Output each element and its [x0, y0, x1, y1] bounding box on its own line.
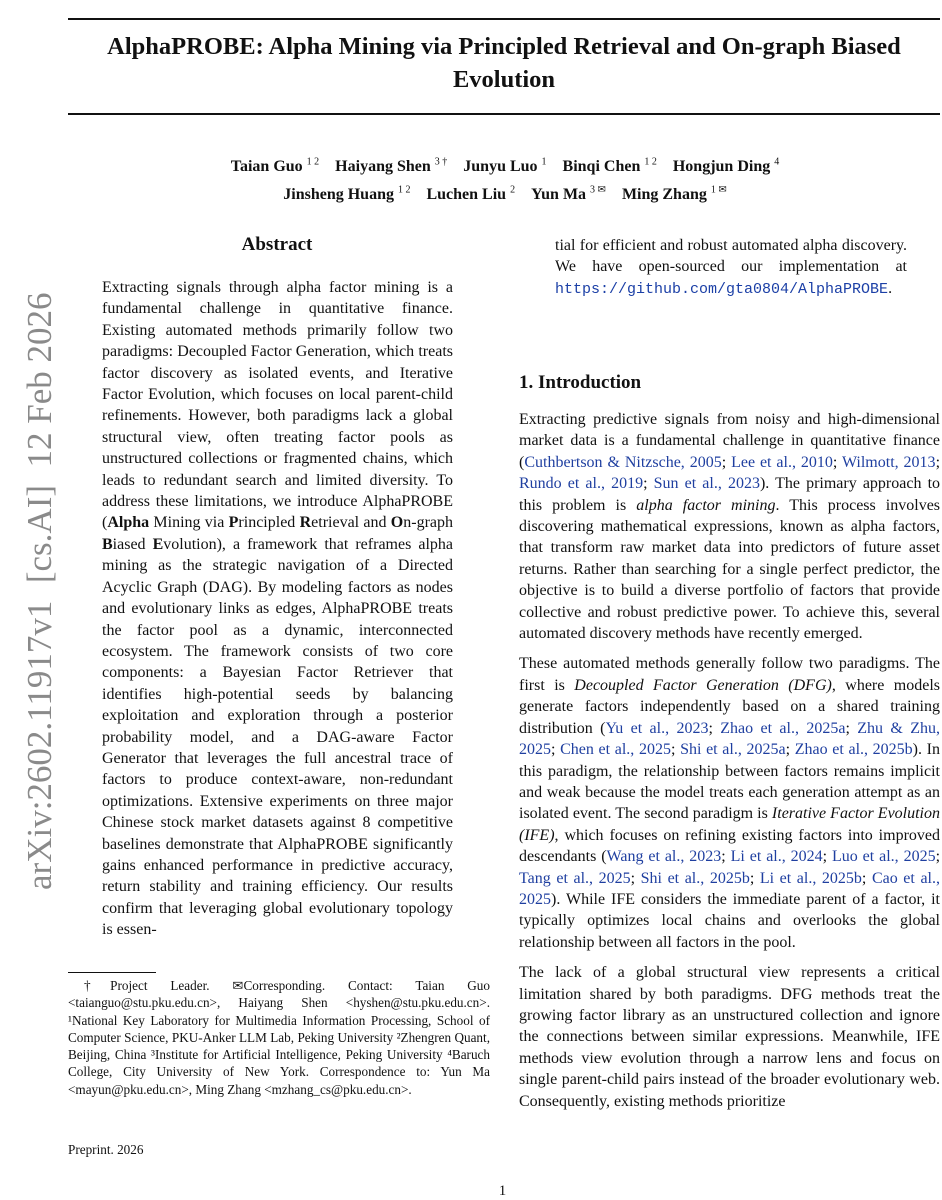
text-run: ; [721, 453, 732, 471]
author [426, 186, 515, 203]
author-affiliation-marks: 1 2 [306, 157, 320, 168]
github-link[interactable]: https://github.com/gta0804/AlphaPROBE [555, 280, 889, 298]
text-run: ; [832, 453, 842, 471]
emphasized-term: Iterative Factor Evolution (IFE) [519, 805, 941, 844]
top-rule [68, 18, 940, 20]
text-run: ; [670, 741, 681, 759]
text-run: ; [630, 869, 641, 887]
text-run: The lack of a global structural view represents a critical limitation shared by both paradigms. DFG methods treat the growing factor library as an unstructured collection and ignore the connections between similar expressions. Meanwhile, IFE methods view evolution through a narrow lens and focus on single parent-child pairs instead of the broader evolutionary web. Consequently, existing methods prioritize [519, 964, 940, 1110]
author-affiliation-marks: 1 2 [644, 157, 657, 168]
citation-link[interactable]: Lee et al., 2010 [731, 453, 833, 471]
text-run: ). The primary approach to this problem is [519, 475, 941, 514]
affiliations-footnote: †Project Leader. ✉Corresponding. Contact: Taian Guo <taianguo@stu.pku.edu.cn>, Haiyang Shen <hyshen@stu.pku.edu.cn>. ¹National Key Laboratory for Multimedia Information Processing, School of Computer Science, PKU-Anker LLM Lab, Peking University ²Zhengren Quant, Beijing, China ³Institute for Artificial Intelligence, Peking University ⁴Baruch College, City University of New York. Correspondence to: Yun Ma <mayun@pku.edu.cn>, Ming Zhang <mzhang_cs@pku.edu.cn>. [68, 978, 490, 1097]
citation-link[interactable]: Luo et al., 2025 [832, 848, 936, 866]
text-run: iased [112, 535, 153, 553]
text-run: Extracting predictive signals from noisy and high-dimensional market data is a fundamental challenge in quantitative finance ( [519, 411, 940, 471]
text-run: These automated methods generally follow two paradigms. The first is [519, 655, 940, 694]
citation-link[interactable]: Li et al., 2024 [730, 848, 823, 866]
page-number: 1 [498, 1183, 507, 1199]
citation-link[interactable]: Yu et al., 2023 [605, 719, 709, 737]
citation-link[interactable]: Shi et al., 2025a [680, 741, 786, 759]
citation-link[interactable]: Wang et al., 2023 [606, 848, 722, 866]
citation-link[interactable]: Tang et al., 2025 [519, 869, 631, 887]
text-run: n-graph [403, 514, 453, 532]
author-affiliation-marks: 1 2 [397, 184, 411, 196]
citation-link[interactable]: Zhao et al., 2025b [794, 741, 913, 759]
footnote-rule [68, 972, 156, 973]
author-name: Junyu Luo [463, 158, 538, 176]
text-run: , where models generate factors independently based on a shared training distribution ( [519, 676, 940, 737]
text-run: rincipled [238, 514, 300, 532]
author [335, 158, 447, 175]
preprint-note: Preprint. 2026 [68, 1142, 144, 1157]
author-name: Jinsheng Huang [283, 185, 394, 203]
author-name: Haiyang Shen [335, 158, 431, 176]
text-run: ; [551, 741, 561, 759]
text-run: . [888, 279, 893, 297]
author-affiliation-marks: 4 [774, 157, 780, 168]
text-run: . This process involves discovering mathematical expressions, known as alpha factors, that transform raw market data into predictors of future asset returns. Rather than searching for a single perfect predictor, the objective is to build a diverse portfolio of factors that provide collective and robust predictive power. To achieve this, several automated discovery methods have recently emerged. [519, 496, 941, 643]
text-run: ). While IFE considers the immediate parent of a factor, it typically optimizes local chains and overlooks the global relationship between all factors in the pool. [519, 890, 940, 951]
intro-paragraph [519, 409, 940, 644]
text-run: ; [749, 869, 760, 887]
text-run: ; [721, 848, 731, 866]
title-bottom-rule [68, 113, 940, 115]
text-run: etrieval and [311, 514, 391, 532]
author-name: Luchen Liu [426, 185, 507, 203]
paper-title: AlphaPROBE: Alpha Mining via Principled Retrieval and On-graph Biased Evolution [107, 33, 901, 93]
author-list [150, 151, 860, 206]
text-run: ; [708, 719, 721, 737]
citation-link[interactable]: Sun et al., 2023 [653, 475, 760, 493]
author-affiliation-marks: 1 [541, 157, 547, 168]
introduction-body [519, 409, 940, 1121]
text-run: ; [861, 869, 872, 887]
author-name: Ming Zhang [621, 185, 707, 203]
author-affiliation-marks: 2 [510, 184, 516, 196]
text-run: Mining via [149, 514, 229, 532]
abstract-text [102, 277, 453, 941]
introduction-heading: 1. Introduction [519, 372, 642, 393]
citation-link[interactable]: Cuthbertson & Nitzsche, 2005 [524, 453, 722, 471]
intro-paragraph [519, 962, 940, 1112]
citation-link[interactable]: Chen et al., 2025 [560, 741, 671, 759]
intro-paragraph [519, 653, 940, 953]
author-name: Binqi Chen [562, 158, 641, 176]
citation-link[interactable]: Zhao et al., 2025a [720, 719, 846, 737]
text-run: ; [935, 453, 941, 471]
citation-link[interactable]: Zhu & Zhu, 2025 [519, 719, 940, 759]
author [563, 158, 657, 175]
text-run: tial for efficient and robust automated alpha discovery. We have open-sourced our implementation at [555, 237, 907, 276]
author-name: Taian Guo [230, 158, 303, 176]
emphasized-term: alpha factor mining [636, 496, 776, 514]
citation-link[interactable]: Shi et al., 2025b [640, 869, 750, 887]
author-name: Yun Ma [531, 185, 587, 203]
text-run: ; [845, 719, 858, 737]
author-affiliation-marks: 3 † [434, 157, 448, 168]
citation-link[interactable]: Wilmott, 2013 [841, 453, 936, 471]
author-name: Hongjun Ding [672, 158, 771, 176]
bold-text: B [102, 535, 113, 553]
bold-text: P [228, 514, 239, 532]
text-run: ; [935, 848, 941, 866]
citation-link[interactable]: Rundo et al., 2019 [519, 475, 644, 493]
bold-text: Alpha [107, 514, 150, 532]
text-run: Extracting signals through alpha factor mining is a fundamental challenge in quantitative finance. Existing automated methods primarily follow two paradigms: Decoupled Factor Generation, which treats factor discovery as isolated events, and Iterative Factor Evolution, which focuses on local parent-child refinements. However, both paradigms lack a global structural view, often treating factor pools as unstructured collections or fragmented chains, which leads to redundant search and limited diversity. To address these limitations, we introduce AlphaPROBE ( [102, 279, 453, 532]
citation-link[interactable]: Li et al., 2025b [759, 869, 862, 887]
author-affiliation-marks: 1 ✉ [710, 184, 727, 196]
text-run: volution), a framework that reframes alpha mining as the strategic navigation of a Directed Acyclic Graph (DAG). By modeling factors as nodes and evolutionary links as edges, AlphaPROBE treats the factor pool as a dynamic, interconnected ecosystem. The framework consists of two core components: a Bayesian Factor Retriever that identifies high-potential seeds by balancing exploitation and exploration through a posterior probability model, and a DAG-aware Factor Generator that leverages the full ancestral trace of factors to produce context-aware, non-redundant optimizations. Extensive experiments on three major Chinese stock market datasets against 8 competitive baselines demonstrate that AlphaPROBE significantly gains enhanced performance in predictive accuracy, return stability and training efficiency. Our results confirm that leveraging global evolutionary topology is essen- [102, 535, 454, 939]
author [622, 186, 727, 203]
author [231, 158, 319, 175]
author [463, 158, 546, 175]
bold-text: O [390, 514, 404, 532]
abstract-continued-text [555, 235, 907, 300]
citation-link[interactable]: Cao et al., 2025 [519, 869, 940, 908]
text-run: ; [785, 741, 795, 759]
text-run: ; [822, 848, 832, 866]
author-affiliation-marks: 3 ✉ [590, 184, 606, 196]
author [531, 186, 606, 203]
author [673, 158, 779, 175]
emphasized-term: Decoupled Factor Generation (DFG) [574, 676, 832, 694]
bold-text: E [152, 535, 164, 553]
text-run: ). In this paradigm, the relationship between factors remains implicit and weak because the model treats each generation attempt as an isolated event. The second paradigm is [519, 741, 940, 823]
text-run: , which focuses on refining existing factors into improved descendants ( [519, 826, 940, 866]
arxiv-identifier-stamp[interactable]: arXiv:2602.11917v1 [cs.AI] 12 Feb 2026 [20, 292, 59, 890]
abstract-heading: Abstract [241, 234, 313, 255]
text-run: ; [643, 475, 654, 493]
author [283, 186, 410, 203]
bold-text: R [299, 514, 312, 532]
